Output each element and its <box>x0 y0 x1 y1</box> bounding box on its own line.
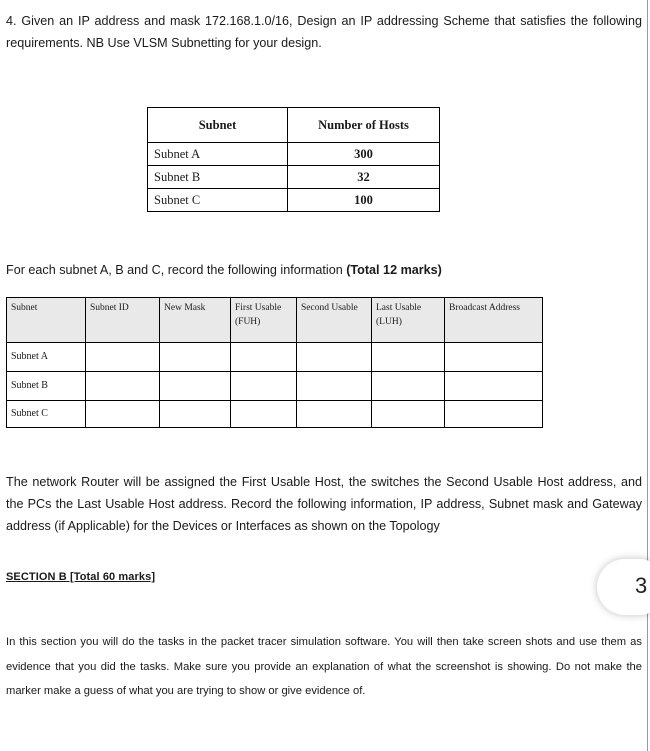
first-usable-cell[interactable] <box>231 343 297 372</box>
host-count: 100 <box>288 189 440 212</box>
record-subnet-a: Subnet A <box>7 343 86 372</box>
record-header-subnet-id: Subnet ID <box>86 298 160 343</box>
first-usable-cell[interactable] <box>231 401 297 428</box>
section-b-text: In this section you will do the tasks in the packet tracer simulation software. You will then take screen shots and use them as evidence that you did the tasks. Make sure you provide an explanation of what the screenshot is showing. Do not make the marker make a guess of what you are trying to show or give evidence of. <box>6 636 642 698</box>
intro-instruction: For each subnet A, B and C, record the following information <box>6 262 347 277</box>
broadcast-cell[interactable] <box>445 343 543 372</box>
record-header-second-usable: Second Usable <box>297 298 372 343</box>
host-count: 300 <box>288 143 440 166</box>
new-mask-cell[interactable] <box>160 401 231 428</box>
table-row <box>148 189 440 212</box>
header-subnet: Subnet <box>148 108 288 143</box>
header-hosts: Number of Hosts <box>288 108 440 143</box>
second-usable-cell[interactable] <box>297 343 372 372</box>
subnet-id-cell[interactable] <box>86 401 160 428</box>
first-usable-cell[interactable] <box>231 372 297 401</box>
new-mask-cell[interactable] <box>160 343 231 372</box>
subnet-id-cell[interactable] <box>86 343 160 372</box>
new-mask-cell[interactable] <box>160 372 231 401</box>
record-header-first-usable: First Usable (FUH) <box>231 298 297 343</box>
table-row <box>148 166 440 189</box>
record-subnet-c: Subnet C <box>7 401 86 428</box>
page-number: 3 <box>635 573 648 598</box>
table-row <box>7 343 543 372</box>
last-usable-cell[interactable] <box>372 401 445 428</box>
record-header-last-usable: Last Usable (LUH) <box>372 298 445 343</box>
page-number-badge <box>597 559 650 615</box>
host-count: 32 <box>288 166 440 189</box>
intro-marks: (Total 12 marks) <box>346 262 442 277</box>
question-text: 4. Given an IP address and mask 172.168.1.0/16, Design an IP addressing Scheme that satisfies the following requirements. NB Use VLSM Subnetting for your design. <box>6 13 642 50</box>
second-usable-cell[interactable] <box>297 372 372 401</box>
last-usable-cell[interactable] <box>372 343 445 372</box>
subnet-id-cell[interactable] <box>86 372 160 401</box>
broadcast-cell[interactable] <box>445 401 543 428</box>
subnet-name: Subnet A <box>148 143 288 166</box>
table-row <box>7 401 543 428</box>
table-row <box>148 143 440 166</box>
subnet-name: Subnet C <box>148 189 288 212</box>
last-usable-cell[interactable] <box>372 372 445 401</box>
record-header-new-mask: New Mask <box>160 298 231 343</box>
broadcast-cell[interactable] <box>445 372 543 401</box>
intro-text <box>6 259 642 281</box>
requirements-table <box>147 107 440 212</box>
record-header-subnet: Subnet <box>7 298 86 343</box>
requirements-header-row <box>148 108 440 143</box>
table-row <box>7 372 543 401</box>
subnet-name: Subnet B <box>148 166 288 189</box>
record-header-row <box>7 298 543 343</box>
network-paragraph: The network Router will be assigned the First Usable Host, the switches the Second Usable Host address, and the PCs the Last Usable Host address. Record the following information, IP address, Subnet mask and Gateway address (if Applicable) for the Devices or Interfaces as shown on the Topology <box>6 474 642 533</box>
record-subnet-b: Subnet B <box>7 372 86 401</box>
section-b-title: SECTION B [Total 60 marks] <box>6 571 156 583</box>
page-edge <box>647 0 648 751</box>
record-table <box>6 297 543 428</box>
second-usable-cell[interactable] <box>297 401 372 428</box>
record-header-broadcast: Broadcast Address <box>445 298 543 343</box>
